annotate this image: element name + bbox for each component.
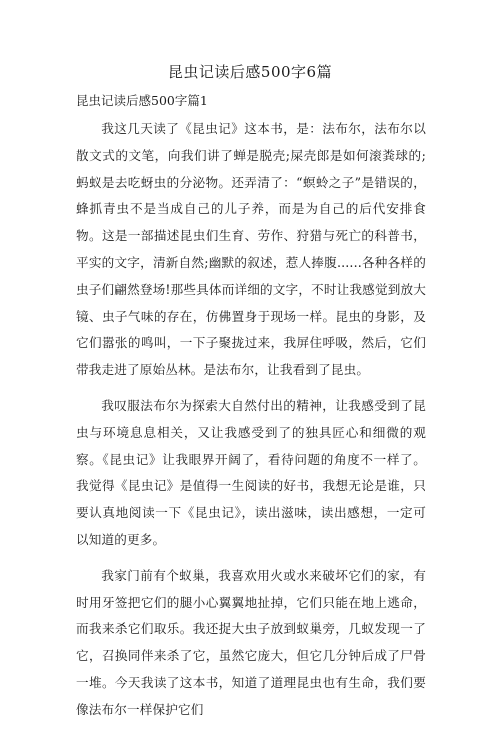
document-title: 昆虫记读后感500字6篇 <box>167 63 333 81</box>
paragraph-2: 我叹服法布尔为探索大自然付出的精神，让我感受到了昆虫与环境息息相关，又让我感受到了的独具匠心和细微的观察。《昆虫记》让我眼界开阔了，看待问题的角度不一样了。我觉得《昆虫记》是值得一生阅读的好书，我想无论是谁，只要认真地阅读一下《昆虫记》，读出滋味，读出感想，一定可以知道的更多。 <box>76 397 426 547</box>
section-heading: 昆虫记读后感500字篇1 <box>76 93 208 108</box>
paragraph-1: 我这几天读了《昆虫记》这本书，是：法布尔，法布尔以散文式的文笔，向我们讲了蝉是脱壳;屎壳郎是如何滚粪球的;蚂蚁是去吃蚜虫的分泌物。还弄清了：“螟蛉之子”是错误的，蜂抓青虫不是当成自己的儿子养，而是为自己的后代安排食物。这是一部描述昆虫们生育、劳作、狩猎与死亡的科普书，平实的文字，清新自然;幽默的叙述，惹人捧腹......各种各样的虫子们翩然登场!那些具体而详细的文字，不时让我感觉到放大镜、虫子气味的存在，仿佛置身于现场一样。昆虫的身影，及它们嚣张的鸣叫，一下子聚拢过来，我屏住呼吸，然后，它们带我走进了原始丛林。是法布尔，让我看到了昆虫。 <box>76 121 426 378</box>
paragraph-3: 我家门前有个蚁巢，我喜欢用火或水来破坏它们的家，有时用牙签把它们的腿小心翼翼地扯掉，它们只能在地上逃命，而我来杀它们取乐。我还捉大虫子放到蚁巢旁，几蚁发现一了它，召换同伴来杀了它，虽然它庞大，但它几分钟后成了尸骨一堆。今天我读了这本书，知道了道理昆虫也有生命，我们要像法布尔一样保护它们 <box>76 567 426 717</box>
document-body <box>76 116 426 733</box>
